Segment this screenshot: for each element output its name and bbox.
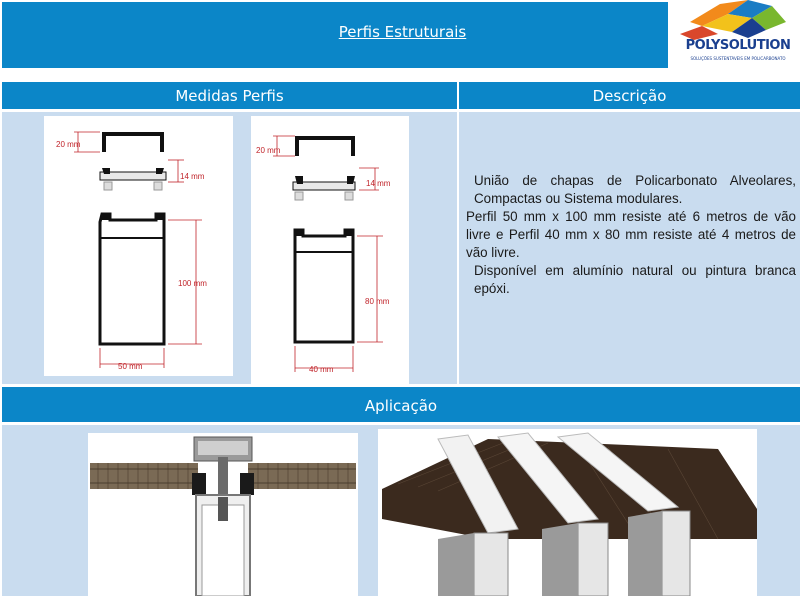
dim-width-b: 40 mm	[309, 365, 334, 374]
dim-top-a: 20 mm	[56, 140, 81, 149]
profile-diagram-50x100	[44, 116, 233, 376]
profile-diagram-40x80	[251, 116, 409, 384]
application-header: Aplicação	[2, 387, 800, 422]
dim-gap-b: 14 mm	[366, 179, 391, 188]
column-header-measures: Medidas Perfis	[2, 82, 457, 109]
dim-width-a: 50 mm	[118, 362, 143, 371]
description-paragraph: União de chapas de Policarbonato Alveolares, Compactas ou Sistema modulares.	[474, 173, 796, 206]
description-paragraph: Disponível em alumínio natural ou pintura branca epóxi.	[474, 263, 796, 296]
description-paragraph: Perfil 50 mm x 100 mm resiste até 6 metros de vão livre e Perfil 40 mm x 80 mm resiste até 4 metros de vão livre.	[466, 209, 796, 260]
dim-top-b: 20 mm	[256, 146, 281, 155]
page-title[interactable]: Perfis Estruturais	[338, 23, 467, 41]
column-header-description: Descrição	[459, 82, 800, 109]
dim-height-a: 100 mm	[178, 279, 207, 288]
dim-gap-a: 14 mm	[180, 172, 205, 181]
application-cross-section-image	[88, 433, 358, 596]
description-text	[466, 172, 796, 298]
logo-tagline: SOLUÇÕES SUSTENTÁVEIS EM POLICARBONATO	[690, 56, 786, 61]
application-roof-image	[378, 429, 757, 596]
dim-height-b: 80 mm	[365, 297, 390, 306]
logo-brand-text: POLYSOLUTION	[685, 38, 791, 53]
